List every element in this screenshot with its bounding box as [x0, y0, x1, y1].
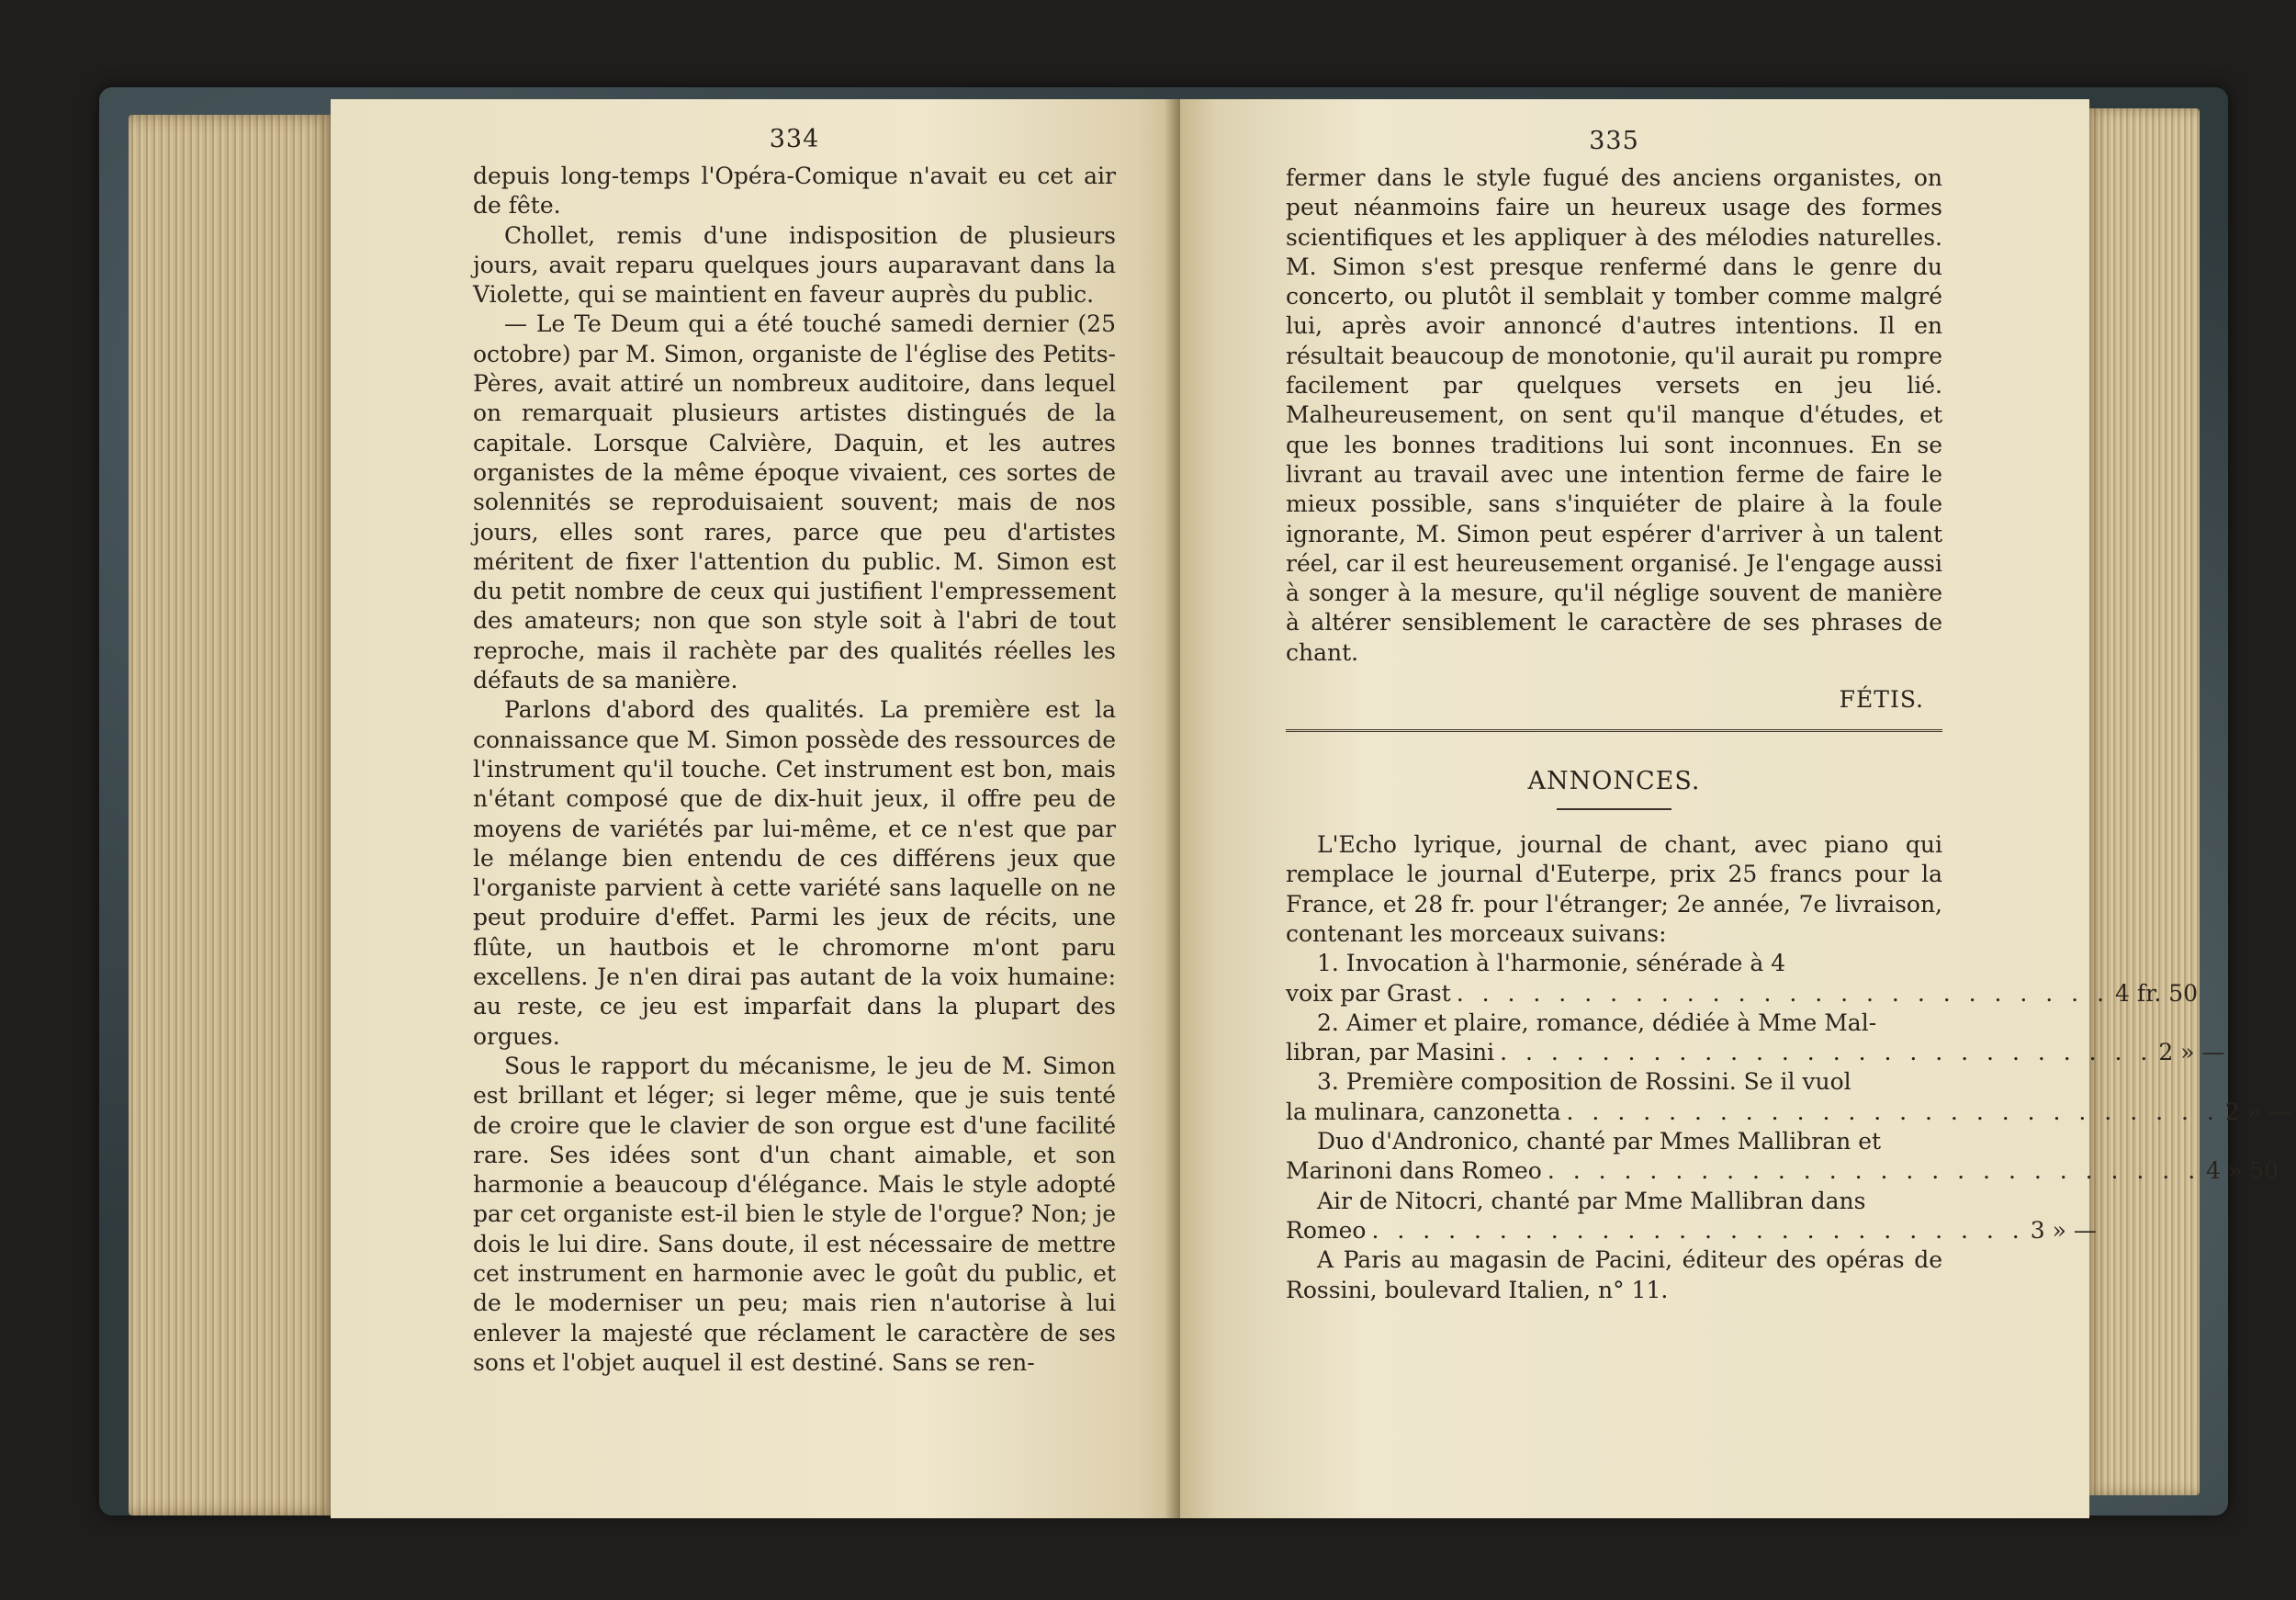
section-title: ANNONCES. [1527, 767, 1701, 796]
item-price: 2 » — [2158, 1039, 2225, 1066]
item-price: 4 fr. 50 [2115, 979, 2199, 1007]
paragraph: fermer dans le style fugué des anciens organistes, on peut néanmoins faire un heureux usage des formes scientifiques et les appliquer à des mélodies naturelles. M. Simon s'est presque renfermé dans le genre du concerto, ou plutôt il semblait y tomber comme malgré lui, après avoir annoncé d'autres intentions. Il en résultait beaucoup de monotonie, qu'il aurait pu rompre facilement par quelques versets en jeu lié. Malheureusement, on sent qu'il manque d'études, et que les bonnes traditions lui sont inconnues. En se livrant au travail avec une intention ferme de faire le mieux possible, sans s'inquiéter de plaire à la foule ignorante, M. Simon peut espérer d'arriver à un talent réel, car il est heureusement organisé. Je l'engage aussi à songer à la mesure, qu'il néglige souvent de manière à altérer sensiblement le caractère de ses phrases de chant. [1286, 164, 1942, 666]
left-page-text [473, 162, 1116, 1378]
page-edges-right [2085, 108, 2200, 1495]
list-item: 2. Aimer et plaire, romance, dédiée à Mme Mal- libran, par Masini . . . . . . . . . . . . . . . . . . . . . . . . . . 2 » — [1286, 1008, 1942, 1068]
page-number: 335 [1589, 127, 1639, 155]
list-item: 1. Invocation à l'harmonie, sénérade à 4 voix par Grast . . . . . . . . . . . . . . . . . . . . . . . . . . 4 fr. 50 [1286, 949, 1942, 1008]
divider-rule [1286, 729, 1942, 741]
item-price: 4 » 50 [2206, 1157, 2279, 1185]
paragraph: Sous le rapport du mécanisme, le jeu de M. Simon est brillant et léger; si leger même, que je suis tenté de croire que le clavier de son orgue est d'une facilité rare. Ses idées sont d'un chant aimable, et son harmonie a beaucoup d'élégance. Mais le style adopté par cet organiste est-il bien le style de l'orgue? Non; je dois le lui dire. Sans doute, il est nécessaire de mettre cet instrument en harmonie avec le goût du public, et de le moderniser un peu; mais rien n'autorise à lui enlever la majesté que réclament le caractère de ses sons et l'objet auquel il est destiné. Sans se ren- [473, 1052, 1116, 1376]
right-page-text [1286, 163, 1942, 668]
right-page [1180, 99, 2291, 1518]
item-price: 2 » — [2224, 1098, 2291, 1125]
paragraph: Parlons d'abord des qualités. La première est la connaissance que M. Simon possède des ressources de l'instrument qu'il touche. Cet instrument est bon, mais n'étant composé que de dix-huit jeux, il offre peu de moyens de variétés par lui-même, et ce n'est que par le mélange bien entendu de ces différens jeux que l'organiste parvient à cette variété sans laquelle on ne peut produire d'effet. Parmi les jeux de récits, une flûte, un hautbois et le chromorne m'ont paru excellens. Je n'en dirai pas autant de la voix humaine: au reste, ce jeu est imparfait dans la plupart des orgues. [473, 696, 1116, 1050]
item-price: 3 » — [2030, 1216, 2097, 1244]
author-signature: FÉTIS. [1839, 686, 1924, 714]
paragraph: Chollet, remis d'une indisposition de plusieurs jours, avait reparu quelques jours auparavant dans la Violette, qui se maintient en faveur auprès du public. [473, 221, 1116, 309]
closing-note: A Paris au magasin de Pacini, éditeur des opéras de Rossini, boulevard Italien, n° 11. [1286, 1246, 1942, 1303]
paragraph: depuis long-temps l'Opéra-Comique n'avait eu cet air de fête. [473, 163, 1116, 220]
list-item: 3. Première composition de Rossini. Se il vuol la mulinara, canzonetta . . . . . . . . . . . . . . . . . . . . . . . . . . 2 » — [1286, 1067, 1942, 1127]
list-item: Duo d'Andronico, chanté par Mmes Mallibran et Marinoni dans Romeo . . . . . . . . . . . . . . . . . . . . . . . . . . 4 » 50 [1286, 1127, 1942, 1187]
paragraph: — Le Te Deum qui a été touché samedi dernier (25 octobre) par M. Simon, organiste de l'église des Petits-Pères, avait attiré un nombreux auditoire, dans lequel on remarquait plusieurs artistes distingués de la capitale. Lorsque Calvière, Daquin, et les autres organistes de la même époque vivaient, ces sortes de solennités se reproduisaient souvent; mais de nos jours, elles sont rares, parce que peu d'artistes méritent de fixer l'attention du public. M. Simon est du petit nombre de ceux qui justifient l'empressement des amateurs; non que son style soit à l'abri de tout reproche, mais il rachète par des qualités réelles les défauts de sa manière. [473, 310, 1116, 694]
annonce-intro: L'Echo lyrique, journal de chant, avec piano qui remplace le journal d'Euterpe, prix 25 francs pour la France, et 28 fr. pour l'étranger; 2e année, 7e livraison, contenant les morceaux suivans: [1286, 831, 1942, 947]
page-edges-left [129, 115, 335, 1515]
left-page [331, 99, 1180, 1518]
list-item: Air de Nitocri, chanté par Mme Mallibran dans Romeo . . . . . . . . . . . . . . . . . . . . . . . . . . 3 » — [1286, 1187, 1942, 1246]
page-number: 334 [769, 125, 820, 153]
short-divider [1557, 808, 1671, 810]
